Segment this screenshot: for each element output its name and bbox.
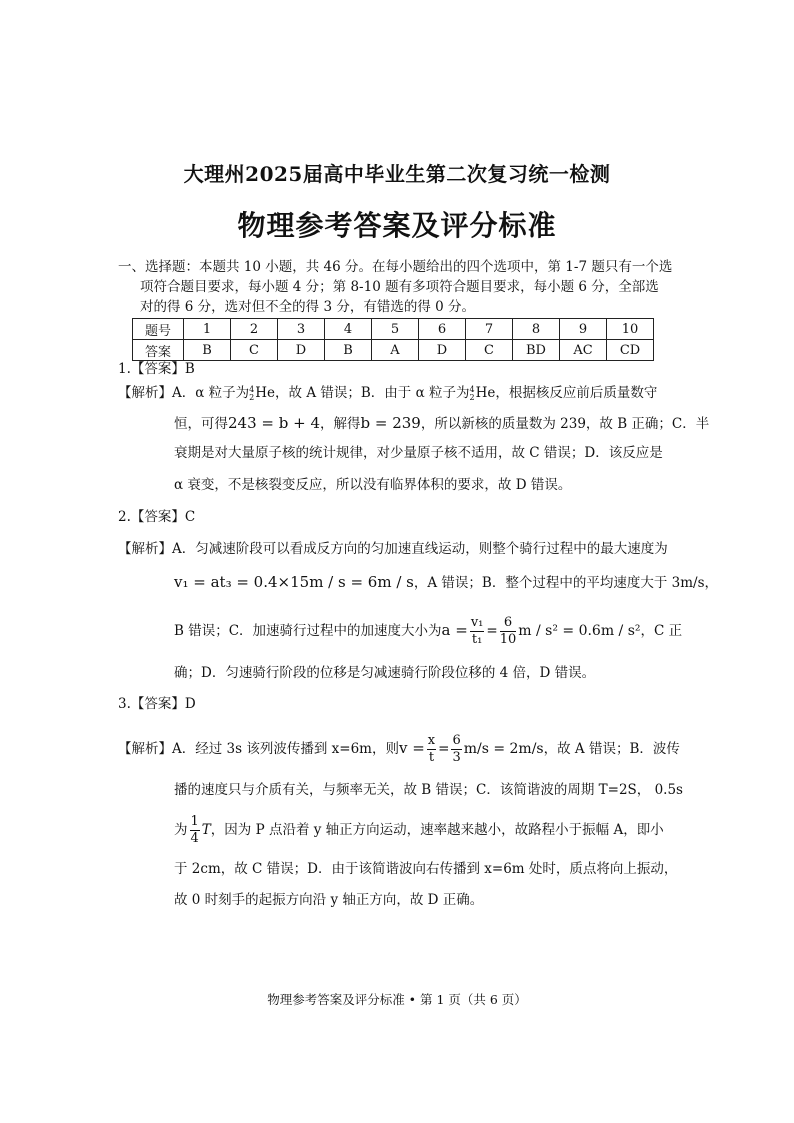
answer-table <box>132 318 654 361</box>
q3-analysis-line2: 播的速度只与介质有关，与频率无关，故 B 错误；C．该简谐波的周期 T=2S， 0.5s <box>174 782 683 798</box>
equation: 243 = b + 4 <box>228 414 320 432</box>
table-cell: AC <box>560 340 607 361</box>
q2-analysis-line3: B 错误；C．加速骑行过程中的加速度大小为a = $\frac{\text{v₁}}{\text{t₁}}$ = $\frac{6}{10}$ m / s² = 0.6m / s²，C 正 <box>174 615 683 647</box>
q3-analysis-line4: 于 2cm，故 C 错误；D．由于该简谐波向右传播到 x=6m 处时，质点将向上振动， <box>174 861 678 877</box>
table-cell: 7 <box>466 319 513 340</box>
table-cell: 2 <box>231 319 278 340</box>
table-cell: 4 <box>325 319 372 340</box>
table-cell: 3 <box>278 319 325 340</box>
q1-text-c: ，根据核反应前后质量数守 <box>495 385 658 401</box>
q2-analysis-line2: v₁ = at₃ = 0.4×15m / s = 6m / s，A 错误；B．整个过程中的平均速度大于 3m/s， <box>174 573 718 591</box>
fraction: $\frac{\text{v₁}}{\text{t₁}}$ <box>470 615 484 647</box>
table-cell: 10 <box>607 319 654 340</box>
q1-analysis-line4: α 衰变，不是核裂变反应，所以没有临界体积的要求，故 D 错误。 <box>174 477 572 493</box>
table-cell: B <box>325 340 372 361</box>
row-header-number: 题号 <box>133 319 184 340</box>
table-row-numbers <box>133 319 654 340</box>
helium-symbol: He <box>255 385 276 401</box>
isotope-label: 4 2 <box>469 384 475 402</box>
q1-text-a: 【解析】A．α 粒子为 <box>118 385 250 401</box>
q2-analysis-line4: 确；D．匀速骑行阶段的位移是匀减速骑行阶段位移的 4 倍，D 错误。 <box>174 665 596 681</box>
fraction: $\frac{1}{4}$ <box>190 814 199 846</box>
q1-analysis-line3: 衰期是对大量原子核的统计规律，对少量原子核不适用，故 C 错误；D．该反应是 <box>174 445 663 461</box>
table-cell: C <box>466 340 513 361</box>
fraction: $\frac{6}{3}$ <box>452 733 461 765</box>
helium-symbol: He <box>475 385 496 401</box>
q3-answer: 3.【答案】D <box>118 696 196 712</box>
q2-answer: 2.【答案】C <box>118 509 196 525</box>
equation: v₁ = at₃ = 0.4×15m / s = 6m / s <box>174 573 414 591</box>
q1-text-b: ，故 A 错误；B．由于 α 粒子为 <box>275 385 470 401</box>
fraction: $\frac{6}{10}$ <box>499 615 517 647</box>
fraction: $\frac{x}{t}$ <box>427 733 436 765</box>
table-cell: D <box>419 340 466 361</box>
table-cell: 5 <box>372 319 419 340</box>
equation: b = 239 <box>360 414 421 432</box>
table-cell: D <box>278 340 325 361</box>
q3-analysis-line5: 故 0 时刻手的起振方向沿 y 轴正方向，故 D 正确。 <box>174 892 484 908</box>
table-cell: 1 <box>184 319 231 340</box>
page-footer: 物理参考答案及评分标准 • 第 1 页（共 6 页） <box>267 992 527 1007</box>
table-row-answers <box>133 340 654 361</box>
table-cell: A <box>372 340 419 361</box>
q3-analysis-line3: 为 $\frac{1}{4}$ T，因为 P 点沿着 y 轴正方向运动，速率越来越小，故路程小于振幅 A，即小 <box>174 814 664 846</box>
q1-answer: 1.【答案】B <box>118 361 195 377</box>
q3-analysis-line1: 【解析】A．经过 3s 该列波传播到 x=6m，则v = $\frac{x}{t}$ = $\frac{6}{3}$ m/s = 2m/s，故 A 错误；B．波传 <box>118 733 680 765</box>
table-cell: BD <box>513 340 560 361</box>
isotope-label: 4 2 <box>249 384 255 402</box>
table-cell: B <box>184 340 231 361</box>
section1-line2: 项符合题目要求，每小题 4 分；第 8-10 题有多项符合题目要求，每小题 6 分，全部选 <box>140 279 659 295</box>
q2-analysis-line1: 【解析】A．匀减速阶段可以看成反方向的匀加速直线运动，则整个骑行过程中的最大速度为 <box>118 541 668 557</box>
section1-line3: 对的得 6 分，选对但不全的得 3 分，有错选的得 0 分。 <box>140 299 476 315</box>
table-cell: CD <box>607 340 654 361</box>
section1-line1: 一、选择题：本题共 10 小题，共 46 分。在每小题给出的四个选项中，第 1-7 题只有一个选 <box>118 259 673 275</box>
document-title: 物理参考答案及评分标准 <box>237 209 557 242</box>
table-cell: 6 <box>419 319 466 340</box>
q1-analysis-line2: 恒，可得243 = b + 4，解得b = 239，所以新核的质量数为 239，故 B 正确；C．半 <box>174 414 710 432</box>
row-header-answer: 答案 <box>133 340 184 361</box>
table-cell: 8 <box>513 319 560 340</box>
table-cell: 9 <box>560 319 607 340</box>
exam-title: 大理州2025届高中毕业生第二次复习统一检测 <box>183 162 611 186</box>
table-cell: C <box>231 340 278 361</box>
q1-analysis-line1 <box>118 382 657 405</box>
